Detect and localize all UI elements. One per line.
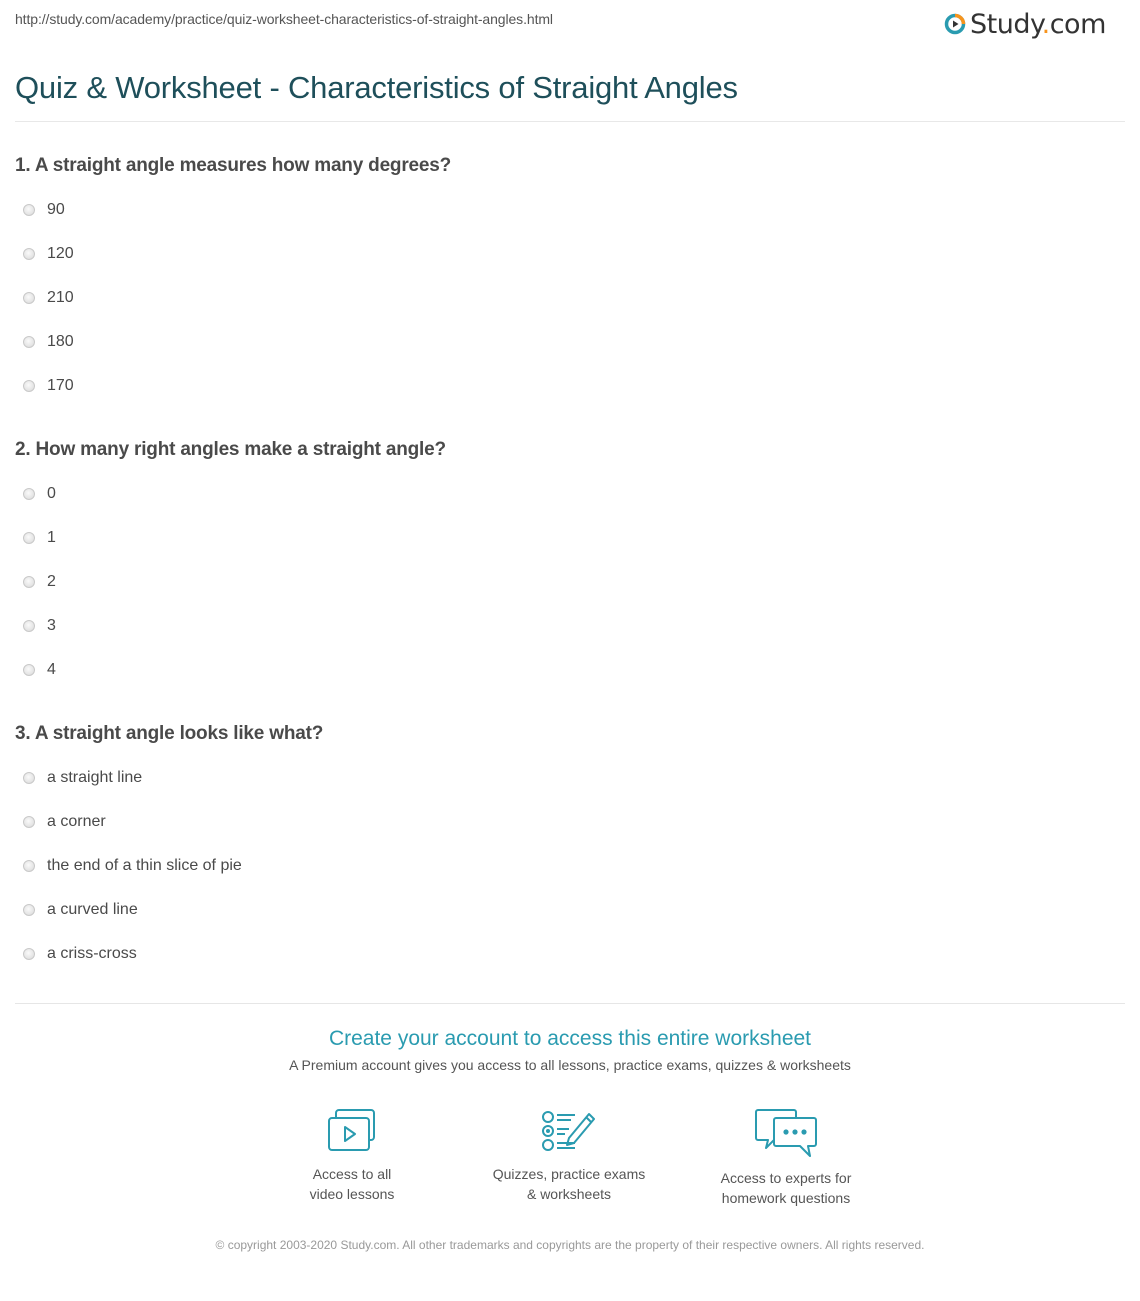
radio-button[interactable] [23, 576, 35, 588]
radio-button[interactable] [23, 904, 35, 916]
question-text: 2. How many right angles make a straight angle? [15, 439, 446, 460]
video-lessons-icon [326, 1108, 378, 1154]
study-logo[interactable] [944, 8, 1106, 40]
radio-button[interactable] [23, 204, 35, 216]
question-1 [15, 155, 451, 177]
answer-option[interactable]: the end of a thin slice of pie [23, 856, 242, 876]
feature-experts: Access to experts for homework questions [686, 1108, 886, 1208]
copyright-text: © copyright 2003-2020 Study.com. All other trademarks and copyrights are the property of their respective owners. All rights reserved. [215, 1238, 925, 1252]
radio-button[interactable] [23, 772, 35, 784]
answer-option[interactable]: 180 [23, 332, 74, 352]
page-url: http://study.com/academy/practice/quiz-worksheet-characteristics-of-straight-angles.html [15, 11, 553, 27]
answer-option[interactable]: 210 [23, 288, 74, 308]
radio-button[interactable] [23, 336, 35, 348]
radio-button[interactable] [23, 620, 35, 632]
question-text: 1. A straight angle measures how many degrees? [15, 155, 452, 176]
answer-option[interactable]: 4 [23, 660, 56, 680]
create-account-link[interactable]: Create your account to access this entire worksheet [328, 1027, 812, 1050]
question-2 [15, 439, 446, 461]
answer-option[interactable]: 0 [23, 484, 56, 504]
question-3 [15, 723, 323, 745]
answer-option[interactable]: 3 [23, 616, 56, 636]
answer-option[interactable]: 90 [23, 200, 65, 220]
answer-option[interactable]: 1 [23, 528, 56, 548]
answer-option[interactable]: a criss-cross [23, 944, 137, 964]
answer-option[interactable]: a corner [23, 812, 106, 832]
answer-option[interactable]: a curved line [23, 900, 138, 920]
page-title: Quiz & Worksheet - Characteristics of Straight Angles [15, 70, 738, 105]
logo-text: Study.com [970, 8, 1106, 40]
divider [15, 1003, 1125, 1004]
answer-option[interactable]: 2 [23, 572, 56, 592]
question-text: 3. A straight angle looks like what? [15, 723, 324, 744]
radio-button[interactable] [23, 816, 35, 828]
answer-option[interactable]: a straight line [23, 768, 142, 788]
quiz-checklist-icon [541, 1108, 597, 1154]
radio-button[interactable] [23, 664, 35, 676]
play-circle-icon [944, 13, 966, 35]
radio-button[interactable] [23, 292, 35, 304]
feature-quizzes: Quizzes, practice exams & worksheets [469, 1108, 669, 1204]
radio-button[interactable] [23, 248, 35, 260]
radio-button[interactable] [23, 488, 35, 500]
cta-subtitle: A Premium account gives you access to all lessons, practice exams, quizzes & worksheets [289, 1057, 851, 1073]
chat-bubbles-icon [754, 1108, 818, 1158]
feature-video-lessons: Access to all video lessons [252, 1108, 452, 1204]
radio-button[interactable] [23, 380, 35, 392]
radio-button[interactable] [23, 532, 35, 544]
radio-button[interactable] [23, 948, 35, 960]
radio-button[interactable] [23, 860, 35, 872]
answer-option[interactable]: 170 [23, 376, 74, 396]
answer-option[interactable]: 120 [23, 244, 74, 264]
divider [15, 121, 1125, 122]
